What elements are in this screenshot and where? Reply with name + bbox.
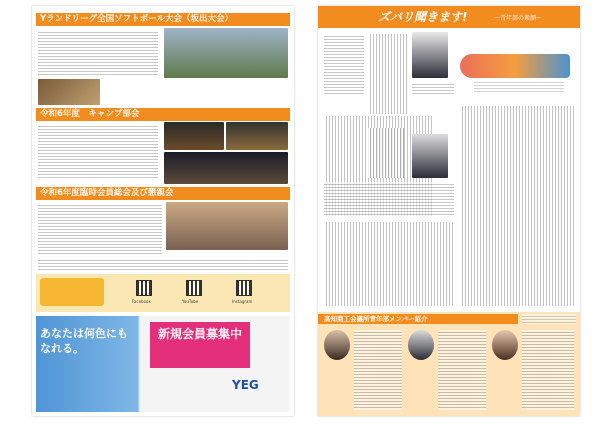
member-3-photo [492, 330, 518, 360]
carp-streamer-icon [460, 54, 570, 78]
interviewee-2-profile [324, 182, 454, 216]
meeting-article-text [38, 203, 162, 255]
interviewee-1-photo [412, 32, 448, 78]
member-3-profile [522, 330, 574, 410]
article-body-2 [460, 106, 576, 306]
meeting-article-text-2 [38, 258, 288, 272]
interview-title: ズバリ聞きます! [378, 10, 468, 24]
members-section [318, 312, 580, 416]
members-note [522, 314, 576, 324]
camp-photo-1 [164, 122, 224, 150]
softball-article-text [38, 30, 158, 76]
camp-photo-3 [164, 152, 288, 184]
interviewee-2-photo [412, 134, 448, 178]
softball-photo-2 [38, 79, 100, 105]
question-1-vertical-text [368, 34, 408, 114]
members-heading: 高知商工会議所青年部メンバー紹介 [318, 314, 518, 324]
yeg-logo: YEG [232, 378, 259, 392]
recruitment-badge: 新規会員募集中 [150, 322, 250, 368]
section-heading-camp: 令和6年度 キャンプ部会 [36, 108, 290, 121]
member-2-profile [438, 330, 486, 410]
question-2-vertical-text [368, 128, 404, 178]
section-heading-general-meeting: 令和6年度臨時会員総会及び懇親会 [36, 187, 290, 200]
member-1-photo [324, 330, 350, 360]
youtube-qr-code[interactable] [186, 280, 202, 296]
left-page [32, 6, 294, 416]
interview-subtitle: ～青年部の素顔～ [494, 15, 543, 22]
carp-streamer-illustration [460, 40, 576, 100]
carp-caption [474, 80, 564, 94]
recruitment-banner [36, 316, 290, 412]
instagram-qr-code[interactable] [236, 280, 252, 296]
meeting-photo [166, 202, 288, 250]
camp-article-text [38, 124, 158, 180]
softball-group-photo [164, 28, 288, 78]
interview-header [318, 6, 580, 28]
sns-label-youtube[interactable]: YouTube [182, 299, 199, 304]
intro-text [324, 34, 364, 94]
right-page [318, 6, 580, 416]
member-1-profile [354, 330, 402, 410]
section-heading-softball: Yランドリーグ全国ソフトボール大会（坂出大会） [36, 13, 290, 26]
banner-catch-copy: あなたは何色にもなれる。 [40, 327, 128, 355]
camp-photo-2 [226, 122, 288, 150]
sns-promo-badge [40, 278, 104, 306]
facebook-qr-code[interactable] [136, 280, 152, 296]
interviewee-1-profile [412, 82, 454, 96]
member-2-photo [408, 330, 434, 360]
article-body-3 [324, 222, 454, 306]
sns-label-facebook[interactable]: Facebook [132, 299, 151, 304]
sns-label-instagram[interactable]: Instagram [232, 299, 253, 304]
sns-strip [36, 274, 290, 312]
